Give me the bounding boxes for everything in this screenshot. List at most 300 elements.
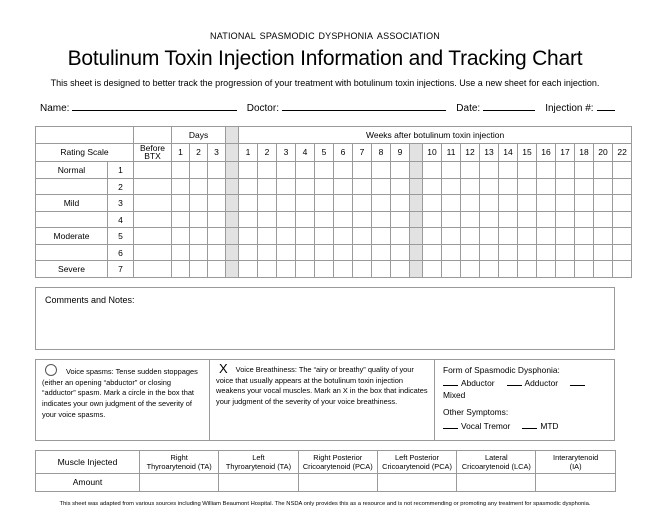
days-group-header: Days (172, 127, 226, 144)
cell-week[interactable] (499, 211, 518, 228)
cell-day[interactable] (208, 211, 226, 228)
cell-week[interactable] (239, 178, 258, 195)
muscle-injected-table (35, 450, 616, 493)
cell-day[interactable] (208, 162, 226, 179)
cell-week[interactable] (423, 178, 442, 195)
cell-week[interactable] (391, 162, 410, 179)
cell-week[interactable] (391, 261, 410, 278)
cell-week[interactable] (315, 244, 334, 261)
spacer-column-2 (410, 143, 423, 162)
cell-week[interactable] (353, 228, 372, 245)
day-column-header: 3 (208, 143, 226, 162)
symptom-option-blank[interactable] (443, 428, 458, 429)
week-column-header: 13 (480, 143, 499, 162)
amount-cell[interactable] (536, 474, 615, 492)
cell-week[interactable] (442, 261, 461, 278)
week-column-header: 11 (442, 143, 461, 162)
cell-week[interactable] (296, 195, 315, 212)
week-column-header: 1 (239, 143, 258, 162)
week-column-header: 12 (461, 143, 480, 162)
rating-row (36, 211, 632, 228)
amount-label: Amount (36, 474, 140, 492)
legend-row (35, 359, 615, 441)
muscle-column-header (377, 450, 456, 474)
cell-week[interactable] (499, 162, 518, 179)
muscle-injected-label: Muscle Injected (36, 450, 140, 474)
cell-week[interactable] (258, 162, 277, 179)
cell-week[interactable] (315, 211, 334, 228)
rating-row (36, 261, 632, 278)
cell-day[interactable] (208, 195, 226, 212)
x-mark-icon: X (219, 360, 228, 376)
injection-number-field[interactable] (597, 101, 615, 111)
cell-week[interactable] (518, 211, 537, 228)
spacer-cell (226, 178, 239, 195)
cell-day[interactable] (190, 162, 208, 179)
rating-row-label (36, 244, 108, 261)
cell-week[interactable] (258, 244, 277, 261)
spacer-cell (226, 228, 239, 245)
spacer-cell (410, 228, 423, 245)
grid-group-header-row (36, 127, 632, 144)
diagnosis-legend (435, 359, 615, 441)
cell-week[interactable] (334, 211, 353, 228)
cell-week[interactable] (372, 244, 391, 261)
cell-week[interactable] (277, 178, 296, 195)
cell-week[interactable] (423, 261, 442, 278)
cell-week[interactable] (575, 162, 594, 179)
cell-week[interactable] (423, 162, 442, 179)
cell-week[interactable] (315, 178, 334, 195)
week-column-header: 9 (391, 143, 410, 162)
rating-row-number: 7 (108, 261, 134, 278)
cell-week[interactable] (594, 195, 613, 212)
rating-row-number: 3 (108, 195, 134, 212)
cell-week[interactable] (613, 211, 632, 228)
symptom-options (443, 420, 608, 432)
name-label: Name: (40, 103, 70, 114)
cell-day[interactable] (208, 244, 226, 261)
rating-grid (35, 126, 632, 278)
cell-week[interactable] (480, 195, 499, 212)
muscle-column-header (298, 450, 377, 474)
cell-week[interactable] (353, 261, 372, 278)
cell-day[interactable] (172, 211, 190, 228)
spacer-column-1 (226, 143, 239, 162)
spacer-cell (226, 162, 239, 179)
voice-breathiness-title: Voice Breathiness: (235, 364, 297, 374)
spacer-cell (226, 211, 239, 228)
cell-week[interactable] (372, 178, 391, 195)
rating-scale-header: Rating Scale (36, 143, 134, 162)
page-title: Botulinum Toxin Injection Information and Tracking Chart (67, 47, 583, 70)
cell-day[interactable] (172, 195, 190, 212)
cell-week[interactable] (613, 195, 632, 212)
cell-before-btx[interactable] (134, 162, 172, 179)
spacer-cell (226, 261, 239, 278)
cell-week[interactable] (258, 228, 277, 245)
rating-row-label: Severe (36, 261, 108, 278)
cell-week[interactable] (480, 261, 499, 278)
rating-row-label: Mild (36, 195, 108, 212)
footer-disclaimer: This sheet was adapted from various sources including William Beaumont Hospital. The NSDA only provides this as a resource and is not recommending or promoting any treatment for spasmodic dysphonia. (59, 501, 591, 508)
muscle-column-header (457, 450, 536, 474)
rating-row-number: 5 (108, 228, 134, 245)
form-option-label: Adductor (524, 378, 559, 389)
cell-before-btx[interactable] (134, 261, 172, 278)
cell-day[interactable] (172, 228, 190, 245)
cell-week[interactable] (391, 195, 410, 212)
cell-week[interactable] (423, 211, 442, 228)
form-heading: Form of Spasmodic Dysphonia: (443, 364, 560, 375)
cell-week[interactable] (594, 162, 613, 179)
cell-week[interactable] (391, 211, 410, 228)
cell-week[interactable] (461, 244, 480, 261)
cell-week[interactable] (258, 178, 277, 195)
cell-day[interactable] (172, 178, 190, 195)
week-column-header: 14 (499, 143, 518, 162)
cell-week[interactable] (556, 162, 575, 179)
form-option-blank[interactable] (570, 385, 585, 386)
form-option-blank[interactable] (507, 385, 522, 386)
cell-week[interactable] (461, 195, 480, 212)
cell-week[interactable] (239, 195, 258, 212)
cell-week[interactable] (537, 195, 556, 212)
cell-week[interactable] (258, 211, 277, 228)
muscle-name-line2: Cricoarytenoid (LCA) (461, 462, 531, 472)
cell-week[interactable] (575, 195, 594, 212)
week-column-header: 8 (372, 143, 391, 162)
cell-week[interactable] (315, 261, 334, 278)
cell-week[interactable] (442, 178, 461, 195)
cell-week[interactable] (277, 261, 296, 278)
rating-row (36, 195, 632, 212)
cell-week[interactable] (334, 162, 353, 179)
muscle-name-line1: Lateral (485, 452, 508, 462)
cell-week[interactable] (277, 244, 296, 261)
cell-week[interactable] (391, 228, 410, 245)
cell-week[interactable] (518, 195, 537, 212)
voice-breathiness-legend (210, 359, 435, 441)
week-column-header: 18 (575, 143, 594, 162)
cell-week[interactable] (423, 228, 442, 245)
amount-cell[interactable] (457, 474, 536, 492)
cell-week[interactable] (575, 244, 594, 261)
spacer-cell (410, 261, 423, 278)
cell-week[interactable] (296, 211, 315, 228)
cell-week[interactable] (613, 261, 632, 278)
voice-spasms-body: Tense sudden stoppages (either an opening “abductor” or closing “adductor” spasm. Mark a circle in the box that indicates your own judgment of the severity of your voice spasms. (42, 366, 198, 419)
doctor-field[interactable] (282, 101, 446, 111)
cell-week[interactable] (239, 211, 258, 228)
cell-week[interactable] (499, 244, 518, 261)
cell-day[interactable] (172, 244, 190, 261)
amount-cell[interactable] (219, 474, 298, 492)
grid-corner-empty (36, 127, 134, 144)
cell-week[interactable] (296, 244, 315, 261)
cell-week[interactable] (296, 261, 315, 278)
cell-day[interactable] (190, 195, 208, 212)
rating-row-label: Normal (36, 162, 108, 179)
cell-week[interactable] (480, 211, 499, 228)
cell-week[interactable] (315, 162, 334, 179)
comments-box[interactable] (35, 287, 615, 350)
cell-week[interactable] (423, 195, 442, 212)
cell-week[interactable] (518, 244, 537, 261)
cell-week[interactable] (613, 228, 632, 245)
spacer-cell (410, 244, 423, 261)
cell-week[interactable] (353, 195, 372, 212)
spacer-column-1 (226, 127, 239, 144)
rating-row (36, 244, 632, 261)
cell-week[interactable] (391, 244, 410, 261)
amount-cell[interactable] (140, 474, 219, 492)
cell-week[interactable] (391, 178, 410, 195)
spacer-cell (410, 195, 423, 212)
week-column-header: 22 (613, 143, 632, 162)
muscle-name-line2: Thyroarytenoid (TA) (225, 462, 292, 472)
cell-week[interactable] (334, 261, 353, 278)
cell-week[interactable] (334, 195, 353, 212)
page-subtitle: This sheet is designed to better track the progression of your treatment with botulinum toxin injections. Use a new sheet for each injection. (50, 78, 600, 88)
cell-week[interactable] (372, 162, 391, 179)
cell-day[interactable] (208, 261, 226, 278)
cell-week[interactable] (258, 195, 277, 212)
week-column-header: 20 (594, 143, 613, 162)
week-column-header: 17 (556, 143, 575, 162)
cell-day[interactable] (208, 178, 226, 195)
day-column-header: 1 (172, 143, 190, 162)
cell-day[interactable] (190, 228, 208, 245)
cell-week[interactable] (461, 162, 480, 179)
week-column-header: 10 (423, 143, 442, 162)
cell-day[interactable] (208, 228, 226, 245)
week-column-header: 3 (277, 143, 296, 162)
cell-week[interactable] (537, 211, 556, 228)
cell-week[interactable] (353, 244, 372, 261)
cell-week[interactable] (372, 211, 391, 228)
cell-week[interactable] (537, 228, 556, 245)
cell-week[interactable] (480, 228, 499, 245)
cell-week[interactable] (334, 178, 353, 195)
rating-row-number: 1 (108, 162, 134, 179)
cell-week[interactable] (594, 261, 613, 278)
spacer-cell (410, 211, 423, 228)
cell-week[interactable] (613, 162, 632, 179)
cell-week[interactable] (334, 244, 353, 261)
form-options (443, 377, 608, 401)
name-field[interactable] (72, 101, 236, 111)
tracking-chart-page (0, 28, 650, 530)
muscle-name-line2: Thyroarytenoid (TA) (146, 462, 212, 472)
muscle-name-line1: Left Posterior (395, 452, 440, 462)
cell-week[interactable] (556, 195, 575, 212)
grid-column-header-row (36, 143, 632, 162)
cell-week[interactable] (315, 195, 334, 212)
spacer-cell (226, 244, 239, 261)
spacer-cell (226, 195, 239, 212)
symptom-option-blank[interactable] (522, 428, 537, 429)
symptoms-heading: Other Symptoms: (443, 407, 509, 418)
cell-week[interactable] (518, 162, 537, 179)
cell-week[interactable] (258, 261, 277, 278)
cell-week[interactable] (594, 211, 613, 228)
cell-week[interactable] (575, 211, 594, 228)
cell-week[interactable] (575, 228, 594, 245)
cell-before-btx[interactable] (134, 178, 172, 195)
cell-day[interactable] (190, 178, 208, 195)
week-column-header: 7 (353, 143, 372, 162)
cell-week[interactable] (239, 261, 258, 278)
form-option-blank[interactable] (443, 385, 458, 386)
cell-week[interactable] (353, 211, 372, 228)
muscle-column-header (536, 450, 615, 474)
cell-week[interactable] (556, 244, 575, 261)
cell-day[interactable] (190, 244, 208, 261)
cell-week[interactable] (296, 162, 315, 179)
cell-week[interactable] (518, 228, 537, 245)
cell-week[interactable] (499, 195, 518, 212)
cell-week[interactable] (461, 178, 480, 195)
cell-week[interactable] (499, 261, 518, 278)
cell-week[interactable] (518, 261, 537, 278)
muscle-name-line2: Cricoarytenoid (PCA) (302, 462, 373, 472)
cell-week[interactable] (518, 178, 537, 195)
week-column-header: 5 (315, 143, 334, 162)
cell-week[interactable] (239, 162, 258, 179)
rating-row-number: 2 (108, 178, 134, 195)
injection-number-label: Injection #: (545, 103, 594, 114)
rating-row-label: Moderate (36, 228, 108, 245)
patient-id-line (35, 101, 615, 114)
rating-row-number: 4 (108, 211, 134, 228)
cell-week[interactable] (461, 211, 480, 228)
muscle-name-line2: Cricoarytenoid (PCA) (382, 462, 452, 472)
weeks-group-header: Weeks after botulinum toxin injection (239, 127, 632, 144)
cell-week[interactable] (353, 178, 372, 195)
voice-spasms-title: Voice spasms: (66, 366, 114, 376)
muscle-amount-row (36, 474, 616, 492)
cell-day[interactable] (172, 261, 190, 278)
cell-week[interactable] (334, 228, 353, 245)
cell-week[interactable] (277, 228, 296, 245)
cell-week[interactable] (499, 178, 518, 195)
cell-day[interactable] (190, 211, 208, 228)
cell-week[interactable] (442, 244, 461, 261)
cell-week[interactable] (480, 244, 499, 261)
week-column-header: 4 (296, 143, 315, 162)
cell-week[interactable] (499, 228, 518, 245)
cell-week[interactable] (296, 178, 315, 195)
spacer-cell (410, 162, 423, 179)
amount-cell[interactable] (377, 474, 456, 492)
rating-row (36, 178, 632, 195)
muscle-name-line1: Interarytenoid (553, 452, 599, 462)
muscle-name-line1: Left (252, 452, 265, 462)
rating-row (36, 162, 632, 179)
cell-week[interactable] (480, 178, 499, 195)
week-column-header: 6 (334, 143, 353, 162)
week-column-header: 2 (258, 143, 277, 162)
circle-icon (45, 364, 57, 376)
week-column-header: 16 (537, 143, 556, 162)
amount-cell[interactable] (298, 474, 377, 492)
muscle-column-header (140, 450, 219, 474)
association-name: national spasmodic dysphonia association (210, 28, 440, 42)
cell-week[interactable] (372, 195, 391, 212)
cell-before-btx[interactable] (134, 228, 172, 245)
cell-week[interactable] (423, 244, 442, 261)
cell-week[interactable] (239, 244, 258, 261)
cell-day[interactable] (172, 162, 190, 179)
muscle-header-row (36, 450, 616, 474)
cell-week[interactable] (442, 211, 461, 228)
day-column-header: 2 (190, 143, 208, 162)
cell-week[interactable] (480, 162, 499, 179)
cell-week[interactable] (442, 228, 461, 245)
rating-row-number: 6 (108, 244, 134, 261)
cell-week[interactable] (537, 178, 556, 195)
cell-week[interactable] (556, 211, 575, 228)
cell-week[interactable] (575, 261, 594, 278)
symptom-option-label: Vocal Tremor (461, 420, 511, 431)
cell-week[interactable] (277, 162, 296, 179)
cell-week[interactable] (537, 261, 556, 278)
cell-week[interactable] (461, 228, 480, 245)
cell-day[interactable] (190, 261, 208, 278)
cell-week[interactable] (461, 261, 480, 278)
cell-week[interactable] (556, 261, 575, 278)
cell-before-btx[interactable] (134, 211, 172, 228)
rating-row-label (36, 178, 108, 195)
cell-week[interactable] (613, 178, 632, 195)
doctor-label: Doctor: (246, 103, 279, 114)
voice-spasms-legend (35, 359, 210, 441)
cell-week[interactable] (556, 178, 575, 195)
cell-week[interactable] (296, 228, 315, 245)
cell-week[interactable] (372, 228, 391, 245)
cell-week[interactable] (277, 195, 296, 212)
cell-week[interactable] (372, 261, 391, 278)
date-field[interactable] (483, 101, 535, 111)
cell-week[interactable] (277, 211, 296, 228)
week-column-header: 15 (518, 143, 537, 162)
muscle-column-header (219, 450, 298, 474)
form-option-label: Abductor (461, 378, 495, 389)
muscle-name-line1: Right Posterior (313, 452, 363, 462)
cell-week[interactable] (442, 162, 461, 179)
cell-week[interactable] (537, 244, 556, 261)
cell-before-btx[interactable] (134, 244, 172, 261)
comments-label: Comments and Notes: (45, 294, 135, 305)
cell-week[interactable] (613, 244, 632, 261)
form-option-label: Mixed (443, 390, 466, 401)
voice-breathiness-body: The “airy or breathy” quality of your voice that usually appears at the botulinum toxin injection weakens your vocal muscles. Mark an X in the box that indicates your judgment of the severity of your voice breathiness. (216, 364, 428, 407)
cell-week[interactable] (315, 228, 334, 245)
cell-week[interactable] (594, 178, 613, 195)
cell-week[interactable] (575, 178, 594, 195)
symptom-option-label: MTD (540, 420, 559, 431)
cell-week[interactable] (239, 228, 258, 245)
spacer-cell (410, 178, 423, 195)
cell-week[interactable] (594, 244, 613, 261)
cell-week[interactable] (442, 195, 461, 212)
cell-week[interactable] (556, 228, 575, 245)
cell-week[interactable] (594, 228, 613, 245)
cell-week[interactable] (353, 162, 372, 179)
cell-week[interactable] (537, 162, 556, 179)
cell-before-btx[interactable] (134, 195, 172, 212)
